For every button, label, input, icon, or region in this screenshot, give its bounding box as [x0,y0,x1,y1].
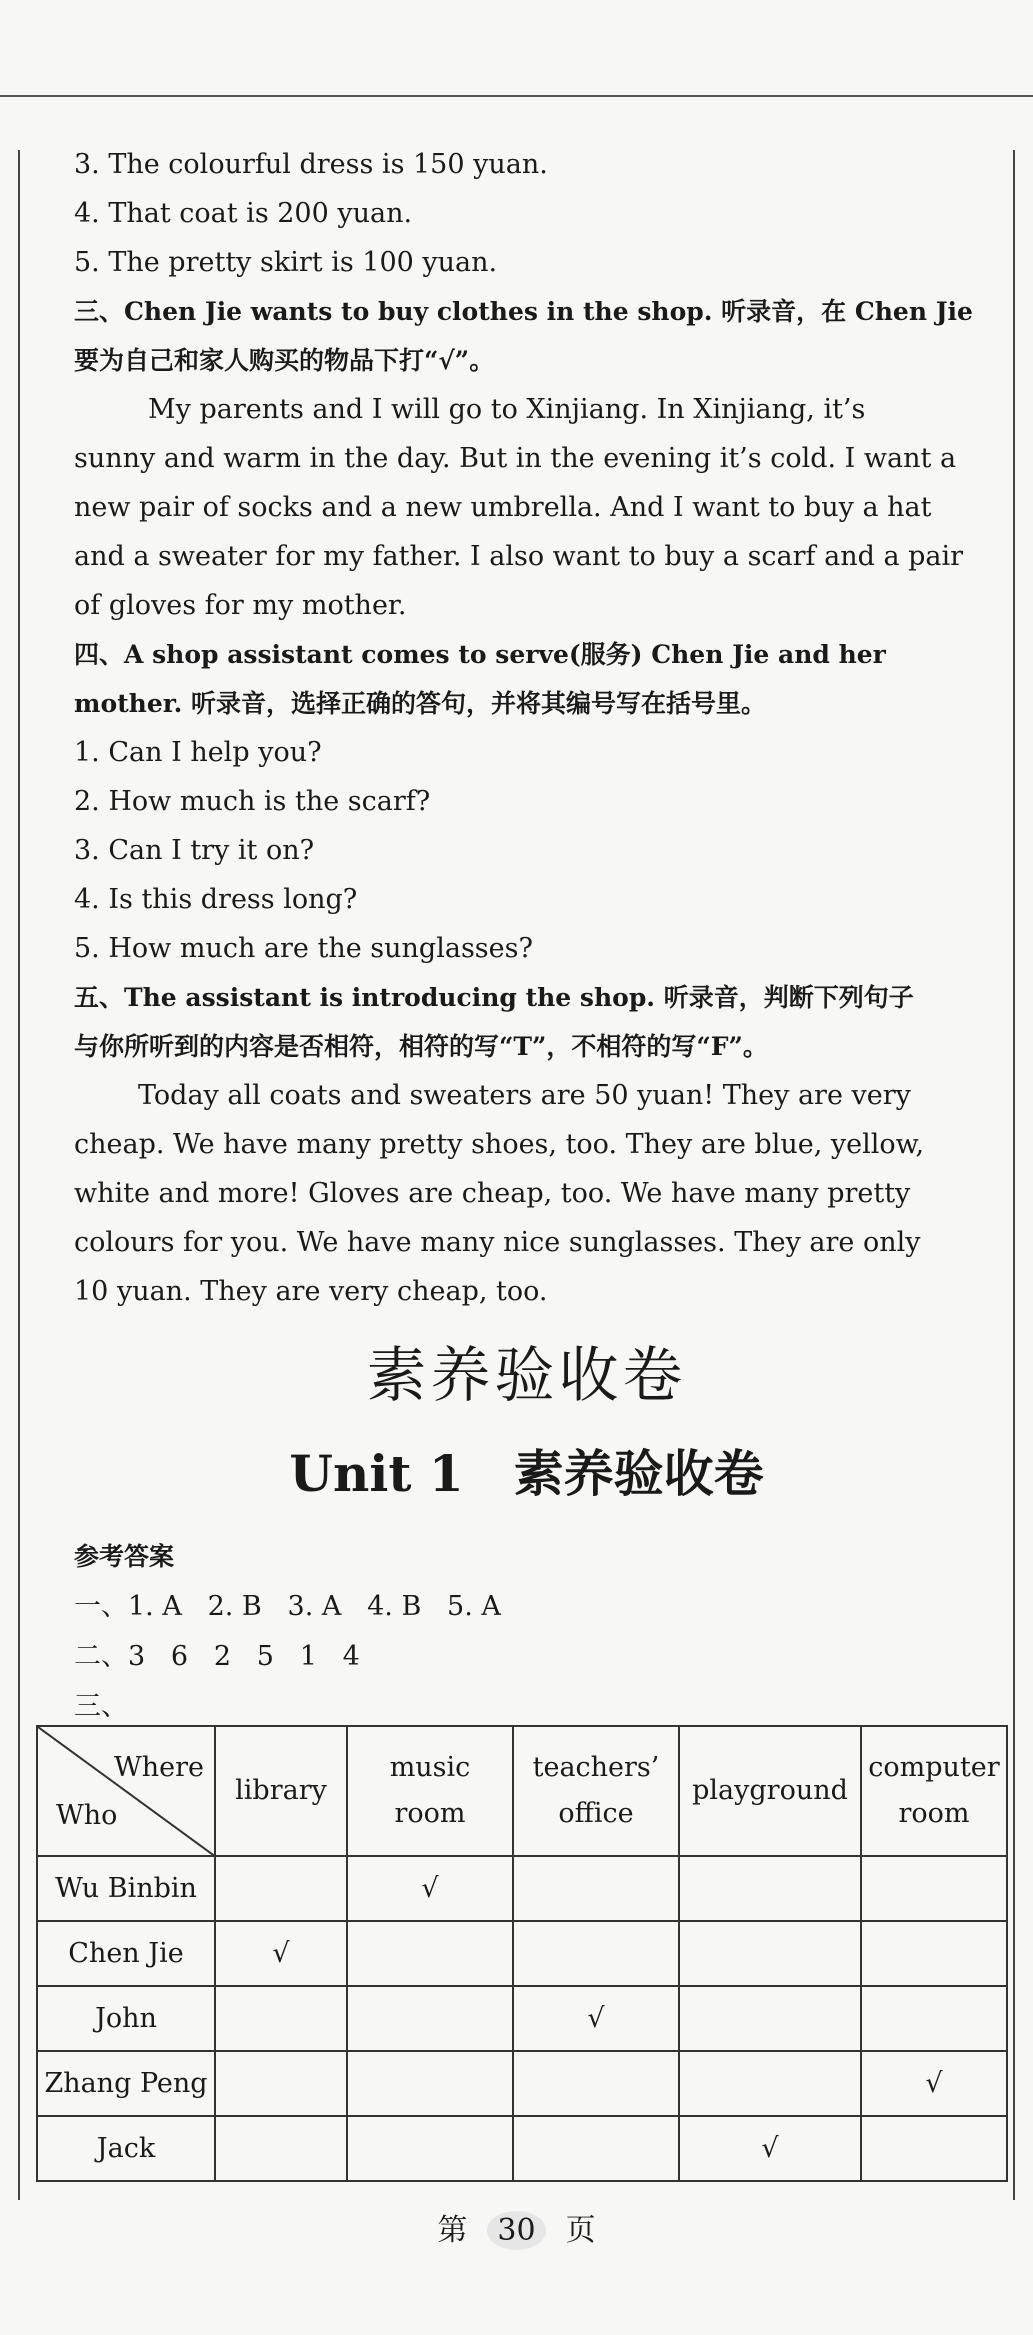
section3-para: and a sweater for my father. I also want to buy a scarf and a pair [74,541,964,572]
table-cell [513,2116,679,2181]
unit-title [74,1446,979,1502]
left-border [18,150,20,2200]
section5-para: 10 yuan. They are very cheap, too. [74,1276,548,1307]
table-cell: √ [215,1921,347,1986]
page-title: 素养验收卷 [366,1341,687,1411]
section3-para: of gloves for my mother. [74,590,407,621]
answer-table [36,1725,1008,2182]
table-row [37,2116,1007,2181]
table-cell [347,2116,513,2181]
table-cell [513,1856,679,1921]
unit-label: Unit 1 [289,1444,464,1503]
footer-suffix: 页 [565,2213,596,2248]
row-name: Wu Binbin [37,1856,215,1921]
table-cell [679,1921,861,1986]
table-cell [679,1986,861,2051]
section5-para: white and more! Gloves are cheap, too. We have many pretty [74,1178,911,1209]
table-row [37,1986,1007,2051]
table-cell: √ [347,1856,513,1921]
row-name: John [37,1986,215,2051]
unit-subtitle: 素养验收卷 [513,1445,764,1503]
list-item: 4. That coat is 200 yuan. [74,198,413,229]
section5-heading: 五、The assistant is introducing the shop. 听录音，判断下列句子 [74,983,914,1012]
table-cell [861,1856,1007,1921]
right-border [1013,150,1015,2200]
row-name: Jack [37,2116,215,2181]
table-corner [37,1726,215,1856]
table-row [37,1856,1007,1921]
list-item: 5. How much are the sunglasses? [74,933,533,964]
table-cell [513,1921,679,1986]
row-name: Zhang Peng [37,2051,215,2116]
corner-where: Where [113,1752,204,1783]
section5-para: colours for you. We have many nice sunglasses. They are only [74,1227,921,1258]
table-cell [347,2051,513,2116]
table-cell [679,2051,861,2116]
table-cell: √ [513,1986,679,2051]
list-item: 4. Is this dress long? [74,884,358,915]
section5-para: Today all coats and sweaters are 50 yuan! They are very [138,1080,911,1111]
table-cell [215,2051,347,2116]
table-cell [861,1986,1007,2051]
table-cell: √ [861,2051,1007,2116]
section5-heading-2: 与你所听到的内容是否相符，相符的写“T”，不相符的写“F”。 [74,1032,768,1061]
table-row [37,1921,1007,1986]
list-item: 3. The colourful dress is 150 yuan. [74,149,548,180]
corner-who: Who [56,1800,118,1831]
column-header: computer room [861,1726,1007,1856]
section3-para: sunny and warm in the day. But in the evening it’s cold. I want a [74,443,957,474]
table-cell [679,1856,861,1921]
column-header: playground [679,1726,861,1856]
section3-heading: 三、Chen Jie wants to buy clothes in the shop. 听录音，在 Chen Jie [74,297,973,326]
list-item: 1. Can I help you? [74,737,322,768]
answer-line: 一、1. A 2. B 3. A 4. B 5. A [74,1591,501,1622]
column-header: library [215,1726,347,1856]
page-footer [0,2205,1033,2250]
section3-para: new pair of socks and a new umbrella. And I want to buy a hat [74,492,932,523]
section3-heading-2: 要为自己和家人购买的物品下打“√”。 [74,346,495,375]
table-row [37,2051,1007,2116]
table-cell [215,2116,347,2181]
table-cell [215,1986,347,2051]
page-number: 30 [487,2211,545,2250]
answer-line: 二、3 6 2 5 1 4 [74,1641,360,1672]
section4-heading-2: mother. 听录音，选择正确的答句，并将其编号写在括号里。 [74,689,767,718]
list-item: 5. The pretty skirt is 100 yuan. [74,247,498,278]
section4-heading: 四、A shop assistant comes to serve(服务) Chen Jie and her [74,640,886,669]
answer-line: 三、 [74,1691,128,1722]
table-cell [347,1921,513,1986]
table-cell [215,1856,347,1921]
list-item: 2. How much is the scarf? [74,786,431,817]
table-cell [347,1986,513,2051]
table-cell [861,1921,1007,1986]
table-cell [861,2116,1007,2181]
footer-prefix: 第 [437,2213,468,2248]
column-header: teachers’ office [513,1726,679,1856]
section3-para: My parents and I will go to Xinjiang. In Xinjiang, it’s [148,394,866,425]
column-header: music room [347,1726,513,1856]
table-cell: √ [679,2116,861,2181]
section5-para: cheap. We have many pretty shoes, too. They are blue, yellow, [74,1129,925,1160]
list-item: 3. Can I try it on? [74,835,315,866]
row-name: Chen Jie [37,1921,215,1986]
table-cell [513,2051,679,2116]
answers-heading: 参考答案 [74,1542,175,1571]
top-rule [0,95,1033,97]
page-content [74,140,979,1732]
